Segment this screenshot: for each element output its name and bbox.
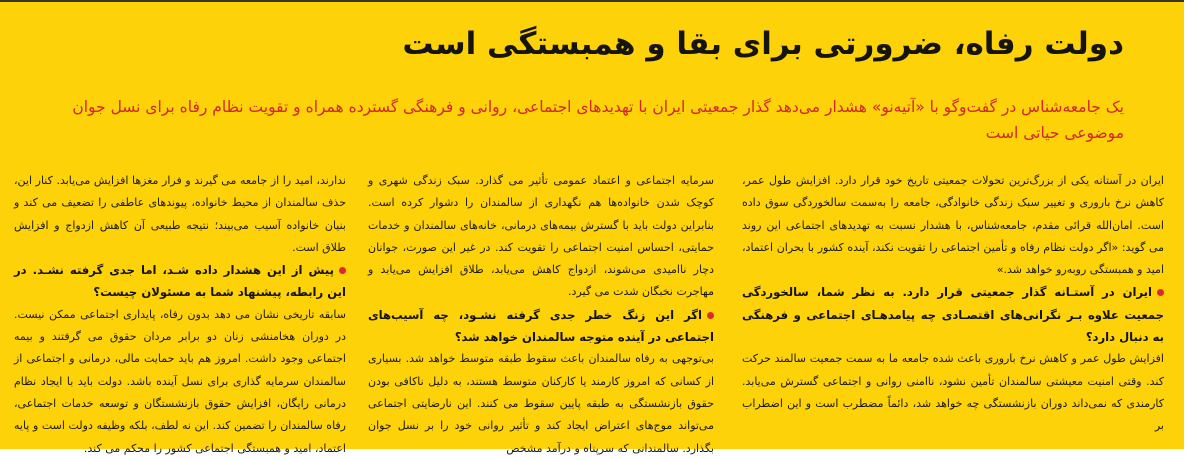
column-right — [742, 170, 1164, 438]
question-text: اگر این زنگ خطر جدی گرفته نشـود، چه آسیب‌های اجتماعی در آینده متوجه سالمندان خواهد شد؟ — [368, 307, 714, 345]
article-lead: یک جامعه‌شناس در گفت‌وگو با «آتیه‌نو» هشدار می‌دهد گذار جمعیتی ایران با تهدیدهای اجتماعی، روانی و فرهنگی گسترده همراه و تقویت نظام رفاه برای نسل جوان موضوعی حیاتی است — [72, 98, 1124, 142]
paragraph-intro: ایران در آستانه یکی از بزرگ‌ترین تحولات جمعیتی تاریخ خود قرار دارد. افزایش طول عمر، کاهش نرخ باروری و تغییر سبک زندگی خانوادگی، جامعه را به‌سمت سالخوردگی سوق داده است. امان‌الله قرائی مقدم، جامعه‌شناس، با هشدار نسبت به تهدیدهای اجتماعی این روند می گوید: «اگر دولت نظام رفاه و تأمین اجتماعی را تقویت نکند، آینده کشور با بحران اعتماد، امید و همبستگی روبه‌رو خواهد شد.» — [742, 174, 1164, 277]
interview-question — [742, 281, 1164, 348]
article-headline: دولت رفاه، ضرورتی برای بقا و همبستگی است — [402, 26, 1124, 62]
paragraph-answer: افزایش طول عمر و کاهش نرخ باروری باعث شده جامعه ما به سمت جمعیت سالمند حرکت کند. وقتی امنیت معیشتی سالمندان تأمین نشود، ناامنی روانی و اجتماعی گسترش می‌یابد. کارمندی که نمی‌داند دوران بازنشستگی چه خواهد شد، دائماً مضطرب است و این اضطراب بر — [742, 352, 1164, 433]
paragraph-intro: ندارند، امید را از جامعه می گیرند و فرار مغزها افزایش می‌یابد. کنار این، حذف سالمندان از محیط خانواده، پیوندهای عاطفی را تضعیف می کند و بنیان خانواده آسیب می‌بیند؛ نتیجه طبیعی آن کاهش ازدواج و افزایش طلاق است. — [14, 174, 346, 254]
paragraph-intro: سرمایه اجتماعی و اعتماد عمومی تأثیر می گذارد. سبک زندگی شهری و کوچک شدن خانواده‌ها هم نگهداری از سالمندان را دشوار کرده است. بنابراین دولت باید با گسترش بیمه‌های درمانی، خانه‌های سالمندان و خدمات حمایتی، احساس امنیت اجتماعی را تقویت کند. در غیر این صورت، جوانان دچار ناامیدی می‌شوند، ازدواج کاهش می‌یابد، طلاق افزایش می‌یابد و مهاجرت نخبگان شدت می گیرد. — [368, 174, 714, 299]
column-middle — [368, 170, 714, 460]
question-text: پیش از این هشدار داده شـد، اما جدی گرفته نشـد. در این رابطه، پیشنهاد شما به مسئولان چیست؟ — [14, 263, 346, 300]
bullet-icon — [707, 312, 714, 319]
interview-question — [14, 259, 346, 304]
bullet-icon — [339, 267, 346, 274]
paragraph-answer: بی‌توجهی به رفاه سالمندان باعث سقوط طبقه متوسط خواهد شد. بسیاری از کسانی که امروز کارمند یا کارکنان متوسط هستند، به دلیل ناکافی بودن حقوق بازنشستگی به طبقه پایین سقوط می کنند. این نارضایتی اجتماعی می‌تواند موج‌های اعتراض ایجاد کند و تأثیر روانی خود را بر نسل جوان بگذارد. سالمندانی که سرپناه و درآمد مشخص — [368, 352, 714, 455]
interview-question — [368, 304, 714, 349]
bullet-icon — [1157, 289, 1164, 296]
question-text: ایران در آستـانه گذار جمعیتی قرار دارد. به نظر شما، سالخوردگی جمعیت علاوه بـر نگرانی‌های اقتصـادی چه پیامدهـای اجتماعی و فرهنگی به دنبال دارد؟ — [742, 285, 1164, 345]
paragraph-answer: سابقه تاریخی نشان می دهد بدون رفاه، پایداری اجتماعی ممکن نیست. در دوران هخامنشی زنان دو برابر مردان حقوق می گرفتند و بیمه اجتماعی وجود داشت. امروز هم باید حمایت مالی، درمانی و اجتماعی از سالمندان سرمایه گذاری برای نسل آینده باشد. دولت باید با ایجاد نظام درمانی رایگان، افزایش حقوق بازنشستگان و توسعه خدمات اجتماعی، رفاه سالمندان را تضمین کند. این نه لطف، بلکه وظیفه دولت است و پایه اعتماد، امید و همبستگی اجتماعی کشور را محکم می کند. — [14, 307, 346, 455]
column-left — [14, 170, 346, 460]
